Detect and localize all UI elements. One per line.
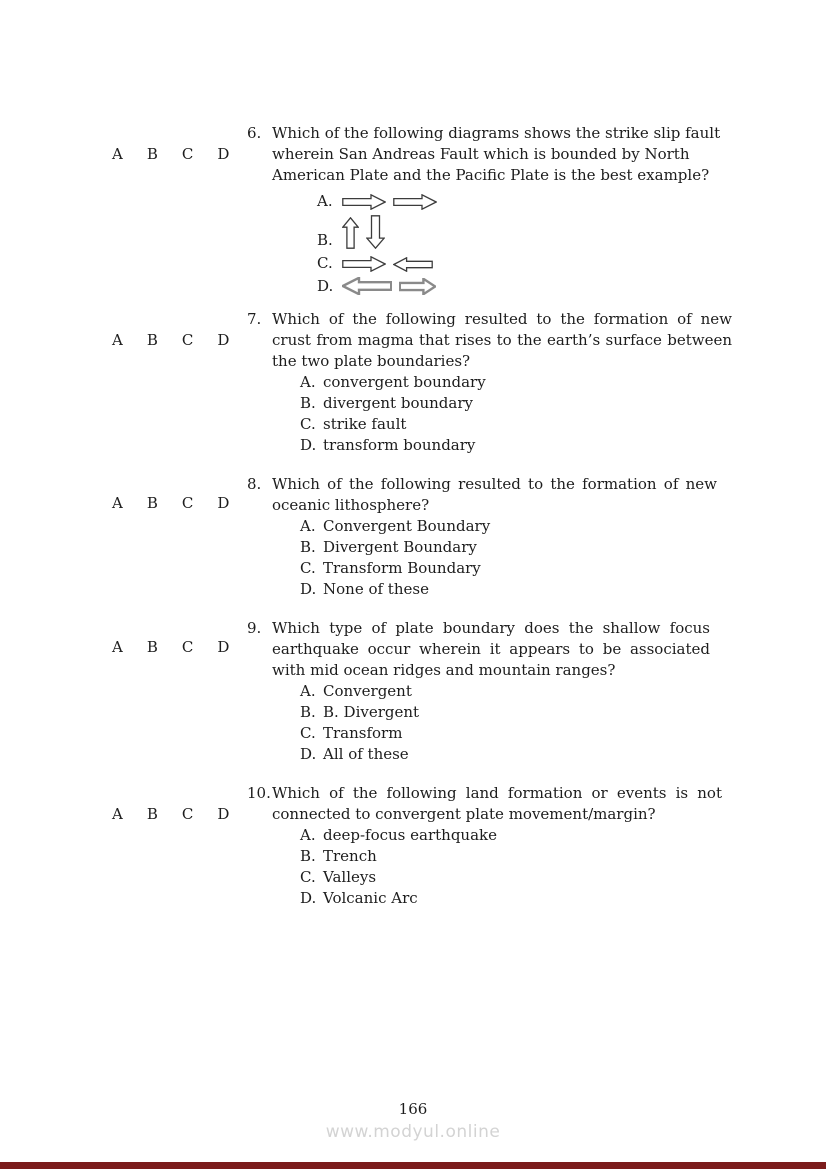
option-letter: A. [317,192,333,210]
option-letter: C. [317,254,333,272]
option-text: Volcanic Arc [323,889,418,907]
option-text: All of these [323,745,409,763]
question-text-body: Which of the following diagrams shows the strike slip fault wherein San Andreas Fault which is bounded by North American Plate and the Pacific Plate is the best example? [272,124,721,184]
answer-letter-a: A [112,638,123,656]
watermark: www.modyul.online [325,1122,501,1142]
option-row [300,516,717,537]
option-row [300,372,732,393]
diagram-option-row [317,215,707,251]
option-row [300,867,722,888]
option-row [300,888,722,909]
option-row [300,414,732,435]
question-7 [247,309,732,456]
block-arrow-left-icon [393,257,433,272]
option-letter: C. [300,724,316,742]
option-letter: A. [300,682,316,700]
answer-letter-a: A [112,494,123,512]
option-letter: A. [300,826,316,844]
diagram-option-row [317,276,707,297]
option-letter: D. [300,436,317,454]
option-text: divergent boundary [323,394,473,412]
block-arrow-right-icon [342,194,386,210]
question-number: 7. [247,310,262,328]
block-arrow-left-bold-icon [342,277,392,295]
option-row [300,435,732,456]
question-10 [247,783,722,909]
answer-letter-a: A [112,145,123,163]
answer-letter-d: D [217,638,230,656]
block-arrow-right-icon [342,256,386,272]
answer-letter-c: C [181,638,194,656]
answer-letter-b: B [146,145,158,163]
question-number: 6. [247,124,262,142]
answer-letter-d: D [217,494,230,512]
question-number: 10. [247,784,271,802]
question-text-body: Which type of plate boundary does the shallow focus earthquake occur wherein it appears to be associated with mid ocean ridges and mountain ranges? [272,619,710,679]
answer-choices-row-q6 [112,146,229,162]
answer-letter-a: A [112,805,123,823]
option-row [300,723,710,744]
option-text: Convergent Boundary [323,517,491,535]
options-list [247,372,732,456]
answer-choices-row-q10 [112,806,229,822]
option-row [300,579,717,600]
option-letter: C. [300,559,316,577]
answer-letter-b: B [146,331,158,349]
option-letter: B. [300,394,316,412]
answer-letter-b: B [146,638,158,656]
answer-choices-row-q9 [112,639,229,655]
answer-choices-row-q8 [112,495,229,511]
option-letter: A. [300,517,316,535]
block-arrow-right-bold-icon [399,278,436,295]
option-text: strike fault [323,415,407,433]
answer-letter-d: D [217,331,230,349]
option-letter: A. [300,373,316,391]
answer-letter-b: B [146,805,158,823]
option-text: None of these [323,580,429,598]
question-6 [247,123,721,297]
option-letter: D. [317,277,334,295]
question-9 [247,618,710,765]
block-arrow-down-icon [366,215,385,249]
question-number: 9. [247,619,262,637]
option-letter: B. [300,703,316,721]
question-text-body: Which of the following resulted to the formation of new crust from magma that rises to the earth’s surface between the two plate boundaries? [272,310,732,370]
question-8 [247,474,717,600]
question-text-body: Which of the following resulted to the formation of new oceanic lithosphere? [272,475,717,514]
page-number: 166 [398,1100,428,1118]
option-text: Transform Boundary [323,559,481,577]
answer-letter-d: D [217,805,230,823]
block-arrow-up-icon [342,217,359,249]
option-letter: B. [300,538,316,556]
option-text: Valleys [323,868,377,886]
option-row [300,825,722,846]
answer-letter-c: C [181,494,194,512]
option-text: B. Divergent [323,703,420,721]
option-row [300,393,732,414]
option-letter: B. [317,231,333,249]
option-row [300,702,710,723]
option-letter: D. [300,889,317,907]
option-row [300,846,722,867]
question-number: 8. [247,475,262,493]
option-row [300,558,717,579]
answer-letter-c: C [181,805,194,823]
diagram-option-row [317,191,707,212]
question-text [247,618,710,681]
option-letter: C. [300,415,316,433]
option-row [300,744,710,765]
option-letter: C. [300,868,316,886]
answer-letter-b: B [146,494,158,512]
question-text [247,474,717,516]
block-arrow-right-icon [393,194,437,210]
option-letter: B. [300,847,316,865]
option-row [300,537,717,558]
options-list [247,681,710,765]
option-letter: D. [300,580,317,598]
option-text: convergent boundary [323,373,486,391]
answer-letter-a: A [112,331,123,349]
question-text [247,123,732,186]
answer-letter-c: C [181,145,194,163]
footer-bar [0,1162,826,1169]
option-text: Trench [323,847,377,865]
question-6-diagram-options [247,191,707,297]
option-row [300,681,710,702]
options-list [247,516,717,600]
answer-choices-row-q7 [112,332,229,348]
question-text [247,309,732,372]
options-list [247,825,722,909]
question-text [247,783,722,825]
option-text: transform boundary [323,436,476,454]
question-text-body: Which of the following land formation or events is not connected to convergent plate movement/margin? [272,784,722,823]
option-letter: D. [300,745,317,763]
option-text: Convergent [323,682,412,700]
answer-letter-d: D [217,145,230,163]
option-text: deep-focus earthquake [323,826,497,844]
diagram-option-row [317,253,707,274]
answer-letter-c: C [181,331,194,349]
option-text: Transform [323,724,403,742]
option-text: Divergent Boundary [323,538,477,556]
